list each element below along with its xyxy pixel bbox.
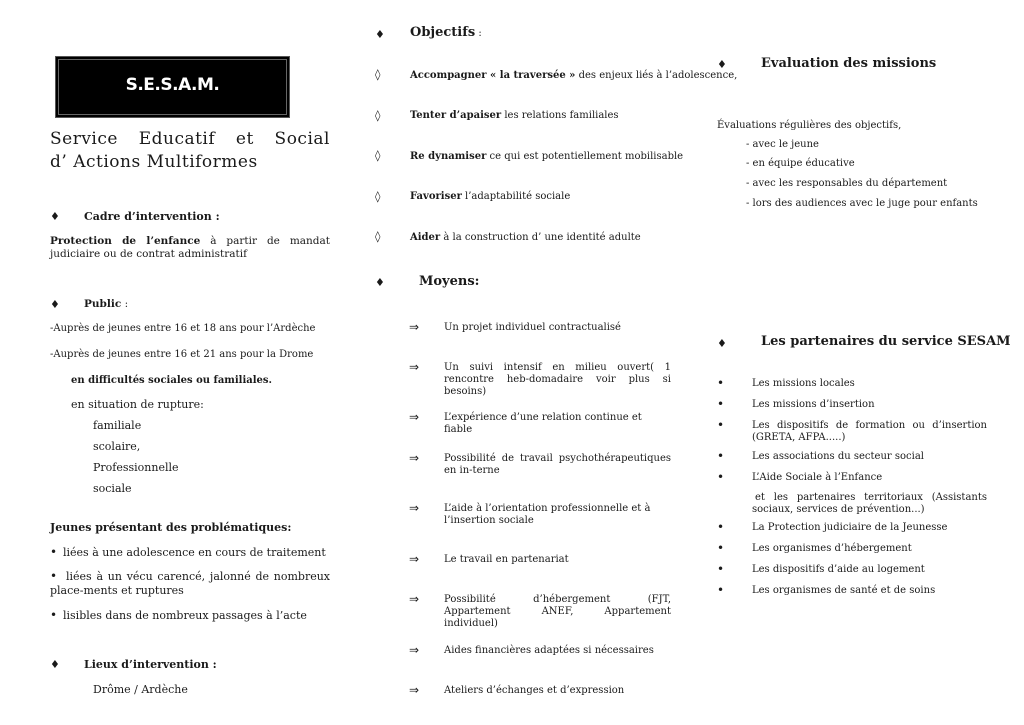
objectif-item: Favoriser l’adaptabilité sociale: [410, 191, 571, 202]
title-word: Educatif: [138, 129, 216, 149]
dot-bullet-icon: •: [717, 562, 725, 576]
title-line2: d’ Actions Multiformes: [50, 152, 258, 172]
objectif-item: Aider à la construction d’ une identité adulte: [410, 232, 641, 243]
evaluation-item: - lors des audiences avec le juge pour enfants: [746, 198, 978, 209]
moyen-item: Le travail en partenariat: [444, 554, 569, 565]
sesam-logo: [55, 56, 290, 118]
moyen-item: L’aide à l’orientation professionnelle et à l’insertion sociale: [444, 503, 651, 526]
title-word: Service: [50, 129, 118, 149]
arrow-bullet-icon: ⇒: [409, 552, 420, 566]
dot-bullet-icon: •: [717, 583, 725, 597]
arrow-bullet-icon: ⇒: [409, 360, 420, 374]
jeunes-item: liées à un vécu carencé, jalonné de nombreux place-ments et ruptures: [50, 570, 330, 597]
partenaire-item: La Protection judiciaire de la Jeunesse: [752, 522, 948, 533]
diamond-bullet-icon: ♦: [50, 658, 60, 671]
service-title: [50, 128, 330, 174]
rupture-item: familiale: [93, 419, 142, 432]
objectifs-heading: Objectifs :: [410, 25, 482, 40]
jeunes-item: lisibles dans de nombreux passages à l’acte: [63, 609, 307, 622]
partenaire-item: Les organismes de santé et de soins: [752, 585, 936, 596]
arrow-bullet-icon: ⇒: [409, 451, 420, 465]
evaluation-heading: Evaluation des missions: [761, 56, 937, 71]
dot-bullet-icon: •: [717, 541, 725, 555]
partenaire-item: Les missions d’insertion: [752, 399, 875, 410]
partenaire-item: Les missions locales: [752, 378, 855, 389]
dot-bullet-icon: •: [717, 449, 725, 463]
evaluation-item: - en équipe éducative: [746, 158, 855, 169]
arrow-bullet-icon: ⇒: [409, 320, 420, 334]
objectif-item: Re dynamiser ce qui est potentiellement mobilisable: [410, 151, 684, 162]
partenaire-sub: et les partenaires territoriaux (Assistants sociaux, services de prévention...): [752, 492, 987, 515]
public-line: -Auprès de jeunes entre 16 et 18 ans pour l’Ardèche: [50, 323, 316, 334]
objectif-item: Tenter d’apaiser les relations familiales: [410, 110, 619, 121]
diamond-bullet-icon: ♦: [50, 210, 60, 223]
moyen-item: Possibilité de travail psychothérapeutiques en in-terne: [444, 453, 671, 476]
lozenge-bullet-icon: ◊: [375, 230, 381, 243]
public-line: en difficultés sociales ou familiales.: [71, 375, 273, 386]
dot-bullet-icon: •: [717, 397, 725, 411]
partenaires-heading: Les partenaires du service SESAM: [761, 334, 1011, 349]
moyen-item: L’expérience d’une relation continue et fiable: [444, 412, 642, 435]
diamond-bullet-icon: ♦: [50, 298, 60, 311]
arrow-bullet-icon: ⇒: [409, 592, 420, 606]
public-line: -Auprès de jeunes entre 16 et 21 ans pour la Drome: [50, 349, 314, 360]
evaluation-item: - avec les responsables du département: [746, 178, 948, 189]
dot-bullet-icon: •: [50, 608, 58, 622]
rupture-item: scolaire,: [93, 440, 141, 453]
moyen-item: Un projet individuel contractualisé: [444, 322, 621, 333]
partenaire-item: L’Aide Sociale à l’Enfance: [752, 472, 883, 483]
partenaire-item: Les dispositifs de formation ou d’insertion (GRETA, AFPA.....): [752, 420, 987, 443]
diamond-bullet-icon: ♦: [717, 58, 727, 71]
dot-bullet-icon: •: [717, 520, 725, 534]
evaluation-item: - avec le jeune: [746, 139, 819, 150]
moyen-item: Possibilité d’hébergement (FJT, Appartement ANEF, Appartement individuel): [444, 594, 671, 629]
lozenge-bullet-icon: ◊: [375, 68, 381, 81]
jeunes-item: liées à une adolescence en cours de traitement: [63, 546, 326, 559]
cadre-text: Protection de l’enfance à partir de mandat judiciaire ou de contrat administratif: [50, 235, 330, 260]
objectif-item: Accompagner « la traversée » des enjeux liés à l’adolescence,: [410, 70, 738, 81]
dot-bullet-icon: •: [50, 569, 58, 583]
diamond-bullet-icon: ♦: [375, 276, 385, 289]
diamond-bullet-icon: ♦: [717, 337, 727, 350]
lieux-heading: Lieux d’intervention :: [84, 658, 217, 671]
dot-bullet-icon: •: [717, 418, 725, 432]
title-word: et: [235, 129, 254, 149]
jeunes-heading: Jeunes présentant des problématiques:: [50, 521, 292, 534]
partenaire-item: Les organismes d’hébergement: [752, 543, 912, 554]
cadre-heading: Cadre d’intervention :: [84, 210, 220, 223]
partenaire-item: Les associations du secteur social: [752, 451, 924, 462]
moyen-item: Ateliers d’échanges et d’expression: [444, 685, 625, 696]
public-heading: Public :: [84, 298, 129, 310]
diamond-bullet-icon: ♦: [375, 28, 385, 41]
moyen-item: Aides financières adaptées si nécessaires: [444, 645, 654, 656]
dot-bullet-icon: •: [717, 376, 725, 390]
arrow-bullet-icon: ⇒: [409, 643, 420, 657]
rupture-item: Professionnelle: [93, 461, 179, 474]
title-word: Social: [274, 129, 330, 149]
moyens-heading: Moyens:: [419, 274, 480, 289]
lozenge-bullet-icon: ◊: [375, 190, 381, 203]
lozenge-bullet-icon: ◊: [375, 149, 381, 162]
partenaire-item: Les dispositifs d’aide au logement: [752, 564, 925, 575]
evaluation-intro: Évaluations régulières des objectifs,: [717, 120, 902, 131]
lozenge-bullet-icon: ◊: [375, 109, 381, 122]
arrow-bullet-icon: ⇒: [409, 410, 420, 424]
arrow-bullet-icon: ⇒: [409, 501, 420, 515]
logo-text: S.E.S.A.M.: [125, 75, 220, 95]
moyen-item: Un suivi intensif en milieu ouvert( 1 rencontre heb-domadaire voir plus si besoins): [444, 362, 671, 397]
lieux-value: Drôme / Ardèche: [93, 683, 188, 696]
rupture-item: sociale: [93, 482, 132, 495]
public-line: en situation de rupture:: [71, 398, 204, 411]
dot-bullet-icon: •: [50, 545, 58, 559]
arrow-bullet-icon: ⇒: [409, 683, 420, 697]
dot-bullet-icon: •: [717, 470, 725, 484]
